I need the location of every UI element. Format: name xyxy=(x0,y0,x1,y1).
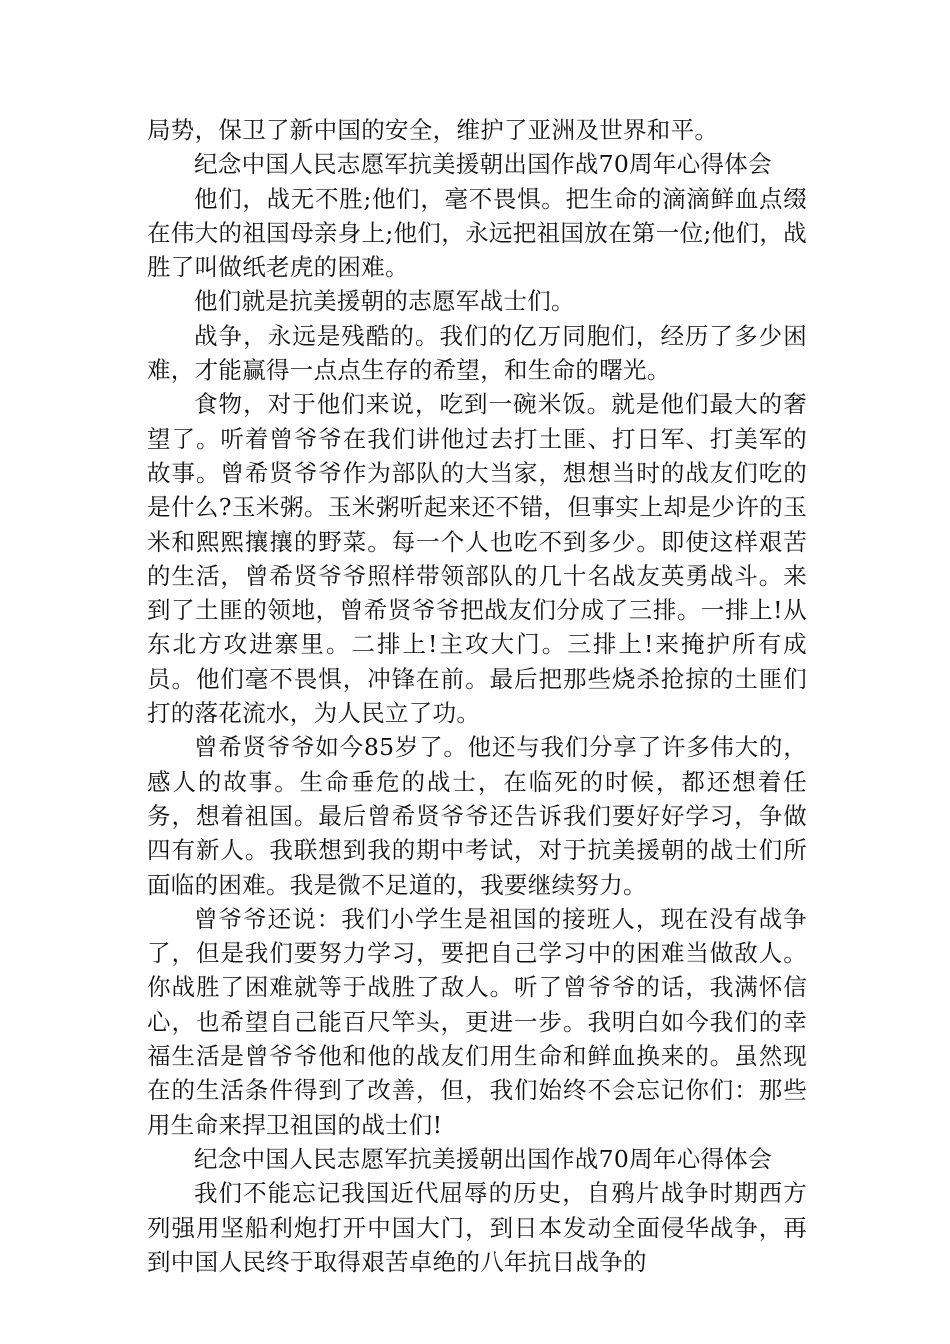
paragraph: 曾爷爷还说：我们小学生是祖国的接班人，现在没有战争了，但是我们要努力学习，要把自己学习中的困难当做敌人。你战胜了困难就等于战胜了敌人。听了曾爷爷的话，我满怀信心，也希望自己能百尺竿头，更进一步。我明白如今我们的幸福生活是曾爷爷他和他的战友们用生命和鲜血换来的。虽然现在的生活条件得到了改善，但，我们始终不会忘记你们：那些用生命来捍卫祖国的战士们! xyxy=(147,904,807,1139)
paragraph-continuation: 局势，保卫了新中国的安全，维护了亚洲及世界和平。 xyxy=(147,116,719,144)
paragraph: 食物，对于他们来说，吃到一碗米饭。就是他们最大的奢望了。听着曾爷爷在我们讲他过去打土匪、打日军、打美军的故事。曾希贤爷爷作为部队的大当家，想想当时的战友们吃的是什么?玉米粥。玉米粥听起来还不错，但事实上却是少许的玉米和熙熙攘攘的野菜。每一个人也吃不到多少。即使这样艰苦的生活，曾希贤爷爷照样带领部队的几十名战友英勇战斗。来到了土匪的领地，曾希贤爷爷把战友们分成了三排。一排上!从东北方攻进寨里。二排上!主攻大门。三排上!来掩护所有成员。他们毫不畏惧，冲锋在前。最后把那些烧杀抢掠的土匪们打的落花流水，为人民立了功。 xyxy=(147,390,807,728)
document-body xyxy=(147,113,807,1279)
paragraph: 他们，战无不胜;他们，毫不畏惧。把生命的滴滴鲜血点缀在伟大的祖国母亲身上;他们，永远把祖国放在第一位;他们，战胜了叫做纸老虎的困难。 xyxy=(147,184,807,282)
paragraph: 我们不能忘记我国近代屈辱的历史，自鸦片战争时期西方列强用坚船利炮打开中国大门，到日本发动全面侵华战争，再到中国人民终于取得艰苦卓绝的八年抗日战争的 xyxy=(147,1179,807,1276)
section-heading: 纪念中国人民志愿军抗美援朝出国作战70周年心得体会 xyxy=(194,150,772,179)
section-heading: 纪念中国人民志愿军抗美援朝出国作战70周年心得体会 xyxy=(194,1144,772,1173)
paragraph: 曾希贤爷爷如今85岁了。他还与我们分享了许多伟大的，感人的故事。生命垂危的战士，在临死的时候，都还想着任务，想着祖国。最后曾希贤爷爷还告诉我们要好好学习，争做四有新人。我联想到我的期中考试，对于抗美援朝的战士们所面临的困难。我是微不足道的，我要继续努力。 xyxy=(147,733,807,899)
paragraph: 战争，永远是残酷的。我们的亿万同胞们，经历了多少困难，才能赢得一点点生存的希望，和生命的曙光。 xyxy=(147,321,807,385)
paragraph: 他们就是抗美援朝的志愿军战士们。 xyxy=(194,287,575,316)
